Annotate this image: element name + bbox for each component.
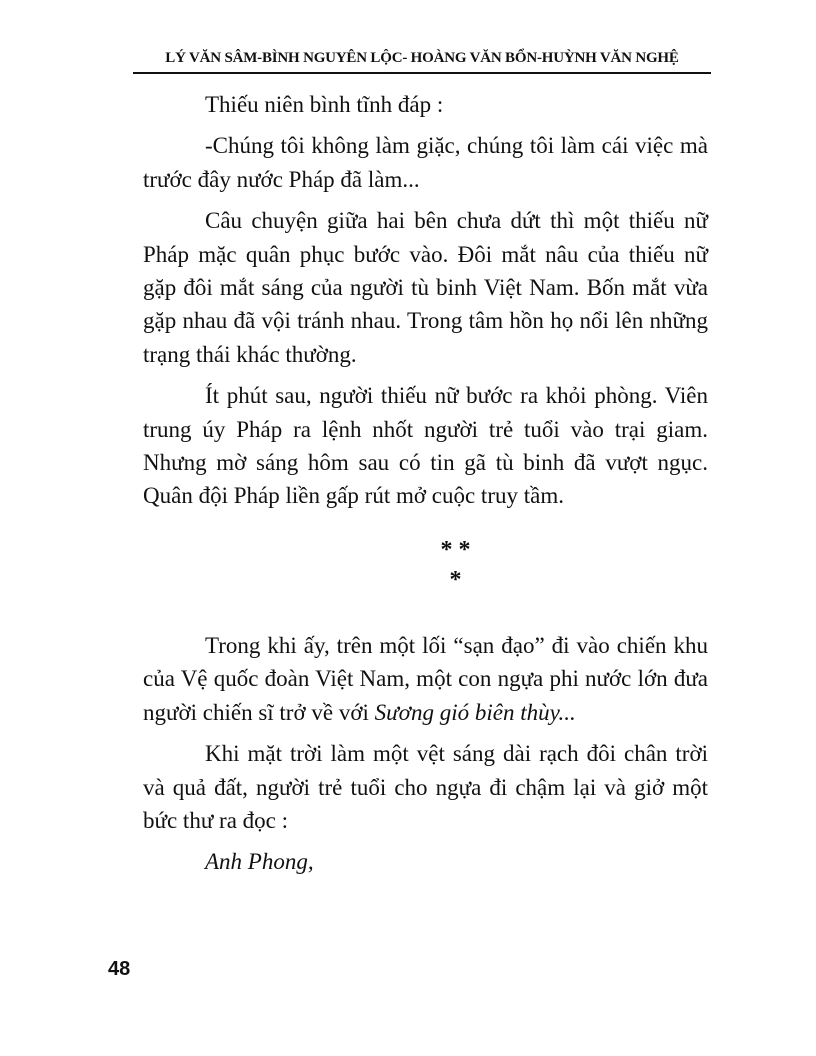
paragraph-1: Thiếu niên bình tĩnh đáp : <box>205 92 444 117</box>
paragraph-5-text: Trong khi ấy, trên một lối “sạn đạo” đi vào chiến khu của Vệ quốc đoàn Việt Nam, một con ngựa phi nước lớn đưa người chiến sĩ trở về với <box>143 632 708 725</box>
letter-salutation: Anh Phong, <box>205 849 314 875</box>
paragraph-4: Ít phút sau, người thiếu nữ bước ra khỏi phòng. Viên trung úy Pháp ra lệnh nhốt người trẻ tuổi vào trại giam. Nhưng mờ sáng hôm sau có tin gã tù binh đã vượt ngục. Quân đội Pháp liền gấp rút mở cuộc truy tầm. <box>143 383 708 509</box>
separator-stars-top: * * <box>440 536 471 563</box>
paragraph-5-italic: Sương gió biên thùy... <box>374 699 576 725</box>
paragraph-5 <box>143 629 708 729</box>
paragraph-6: Khi mặt trời làm một vệt sáng dài rạch đôi chân trời và quả đất, người trẻ tuổi cho ngựa đi chậm lại và giở một bức thư ra đọc : <box>143 741 708 833</box>
separator-stars-bottom: * <box>449 566 462 593</box>
paragraph-2: -Chúng tôi không làm giặc, chúng tôi làm cái việc mà trước đây nước Pháp đã làm... <box>143 133 708 192</box>
body-text <box>143 88 708 887</box>
running-header: LÝ VĂN SÂM-BÌNH NGUYÊN LỘC- HOÀNG VĂN BỔN-HUỲNH VĂN NGHỆ <box>165 50 679 66</box>
section-separator <box>143 535 708 595</box>
header-rule <box>133 72 711 74</box>
paragraph-3: Câu chuyện giữa hai bên chưa dứt thì một thiếu nữ Pháp mặc quân phục bước vào. Đôi mắt nâu của thiếu nữ gặp đôi mắt sáng của người tù binh Việt Nam. Bốn mắt vừa gặp nhau đã vội tránh nhau. Trong tâm hồn họ nổi lên những trạng thái khác thường. <box>143 208 708 367</box>
page-number: 48 <box>108 958 131 980</box>
